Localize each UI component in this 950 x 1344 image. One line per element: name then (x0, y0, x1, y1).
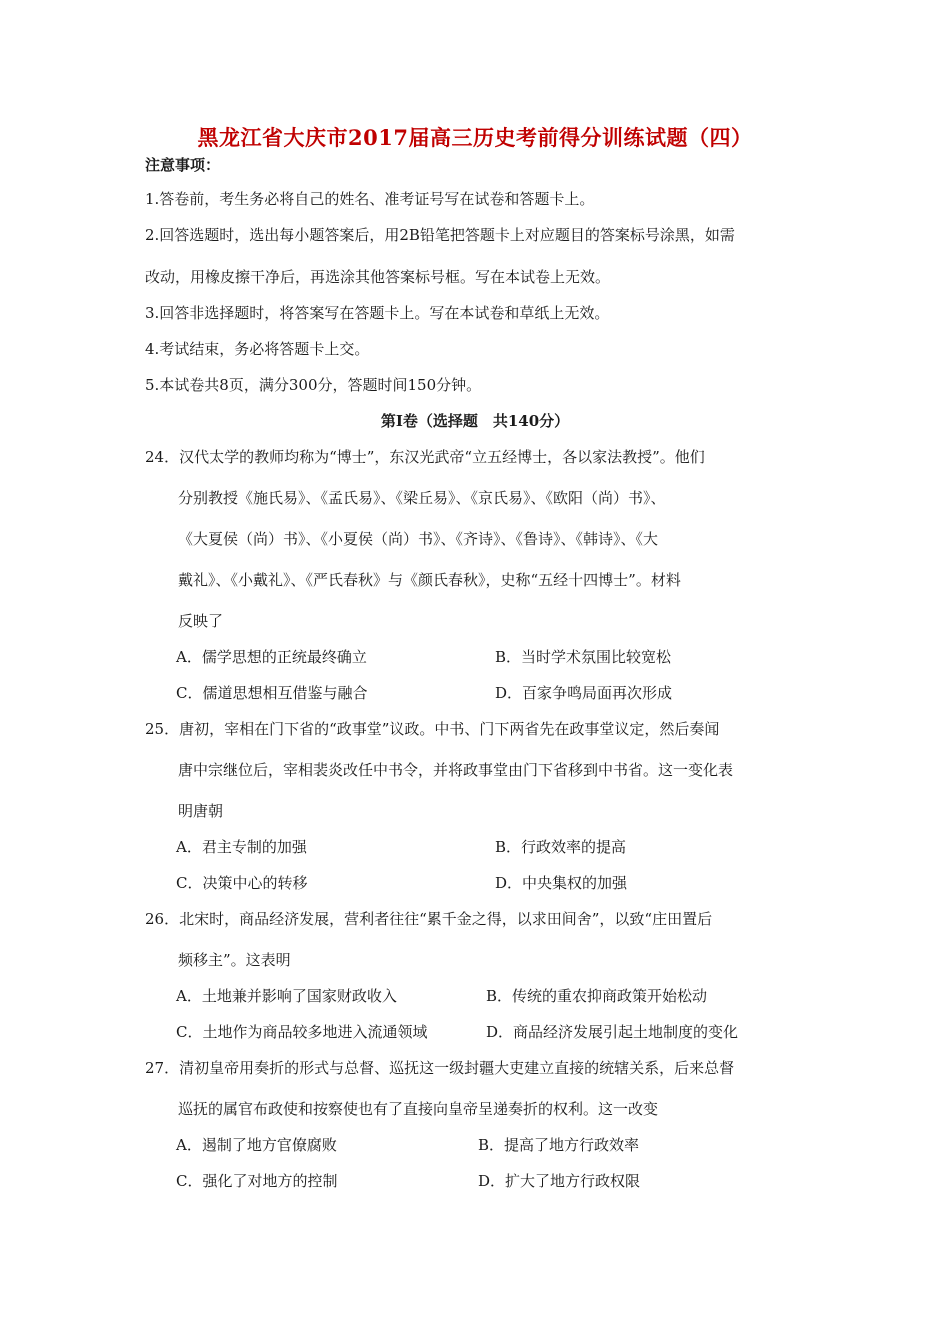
question-25-text: 25．唐初，宰相在门下省的“政事堂”议政。中书、门下两省先在政事堂议定，然后奏闻 (145, 720, 720, 738)
question-24-option-a: A．儒学思想的正统最终确立 (176, 648, 367, 666)
notice-item: 3.回答非选择题时，将答案写在答题卡上。写在本试卷和草纸上无效。 (145, 304, 610, 322)
question-27-option-b: B．提高了地方行政效率 (478, 1136, 640, 1154)
question-26-option-b: B．传统的重农抑商政策开始松动 (486, 987, 708, 1005)
question-26-text: 频移主”。这表明 (178, 951, 291, 969)
notice-item: 改动，用橡皮擦干净后，再选涂其他答案标号框。写在本试卷上无效。 (145, 268, 611, 286)
question-24-text: 分别教授《施氏易》、《孟氏易》、《梁丘易》、《京氏易》、《欧阳（尚）书》、 (178, 489, 666, 507)
question-27-text: 巡抚的属官布政使和按察使也有了直接向皇帝呈递奏折的权利。这一改变 (178, 1100, 659, 1118)
question-26-option-d: D．商品经济发展引起土地制度的变化 (486, 1023, 739, 1041)
question-27-text: 27．清初皇帝用奏折的形式与总督、巡抚这一级封疆大吏建立直接的统辖关系，后来总督 (145, 1059, 735, 1077)
notice-heading: 注意事项： (145, 156, 221, 174)
notice-item: 1.答卷前，考生务必将自己的姓名、准考证号写在试卷和答题卡上。 (145, 190, 595, 208)
notice-item: 4.考试结束，务必将答题卡上交。 (145, 340, 370, 358)
question-24-text: 戴礼》、《小戴礼》、《严氏春秋》与《颜氏春秋》，史称“五经十四博士”。材料 (178, 571, 681, 589)
page-title: 黑龙江省大庆市2017届高三历史考前得分训练试题（四） (197, 125, 753, 150)
question-25-option-d: D．中央集权的加强 (495, 874, 628, 892)
question-25-option-c: C．决策中心的转移 (176, 874, 308, 892)
question-24-text: 反映了 (178, 612, 224, 630)
question-24-text: 《大夏侯（尚）书》、《小夏侯（尚）书》、《齐诗》、《鲁诗》、《韩诗》、《大 (178, 530, 659, 548)
question-25-text: 唐中宗继位后，宰相裴炎改任中书令，并将政事堂由门下省移到中书省。这一变化表 (178, 761, 734, 779)
question-24-text: 24．汉代太学的教师均称为“博士”，东汉光武帝“立五经博士，各以家法教授”。他们 (145, 448, 705, 466)
notice-item: 2.回答选题时，选出每小题答案后，用2B铅笔把答题卡上对应题目的答案标号涂黑，如需 (145, 226, 735, 244)
question-24-option-c: C．儒道思想相互借鉴与融合 (176, 684, 368, 702)
question-25-text: 明唐朝 (178, 802, 224, 820)
question-26-option-c: C．土地作为商品较多地进入流通领域 (176, 1023, 428, 1041)
question-27-option-a: A．遏制了地方官僚腐败 (176, 1136, 337, 1154)
question-25-option-b: B．行政效率的提高 (495, 838, 627, 856)
question-24-option-b: B．当时学术氛围比较宽松 (495, 648, 672, 666)
section-title: 第I卷（选择题 共140分） (380, 412, 570, 430)
question-26-option-a: A．土地兼并影响了国家财政收入 (176, 987, 397, 1005)
notice-item: 5.本试卷共8页，满分300分，答题时间150分钟。 (145, 376, 482, 394)
question-25-option-a: A．君主专制的加强 (176, 838, 307, 856)
question-27-option-d: D．扩大了地方行政权限 (478, 1172, 641, 1190)
question-24-option-d: D．百家争鸣局面再次形成 (495, 684, 673, 702)
question-26-text: 26．北宋时，商品经济发展，营利者往往“累千金之得，以求田间舍”，以致“庄田置后 (145, 910, 713, 928)
question-27-option-c: C．强化了对地方的控制 (176, 1172, 338, 1190)
